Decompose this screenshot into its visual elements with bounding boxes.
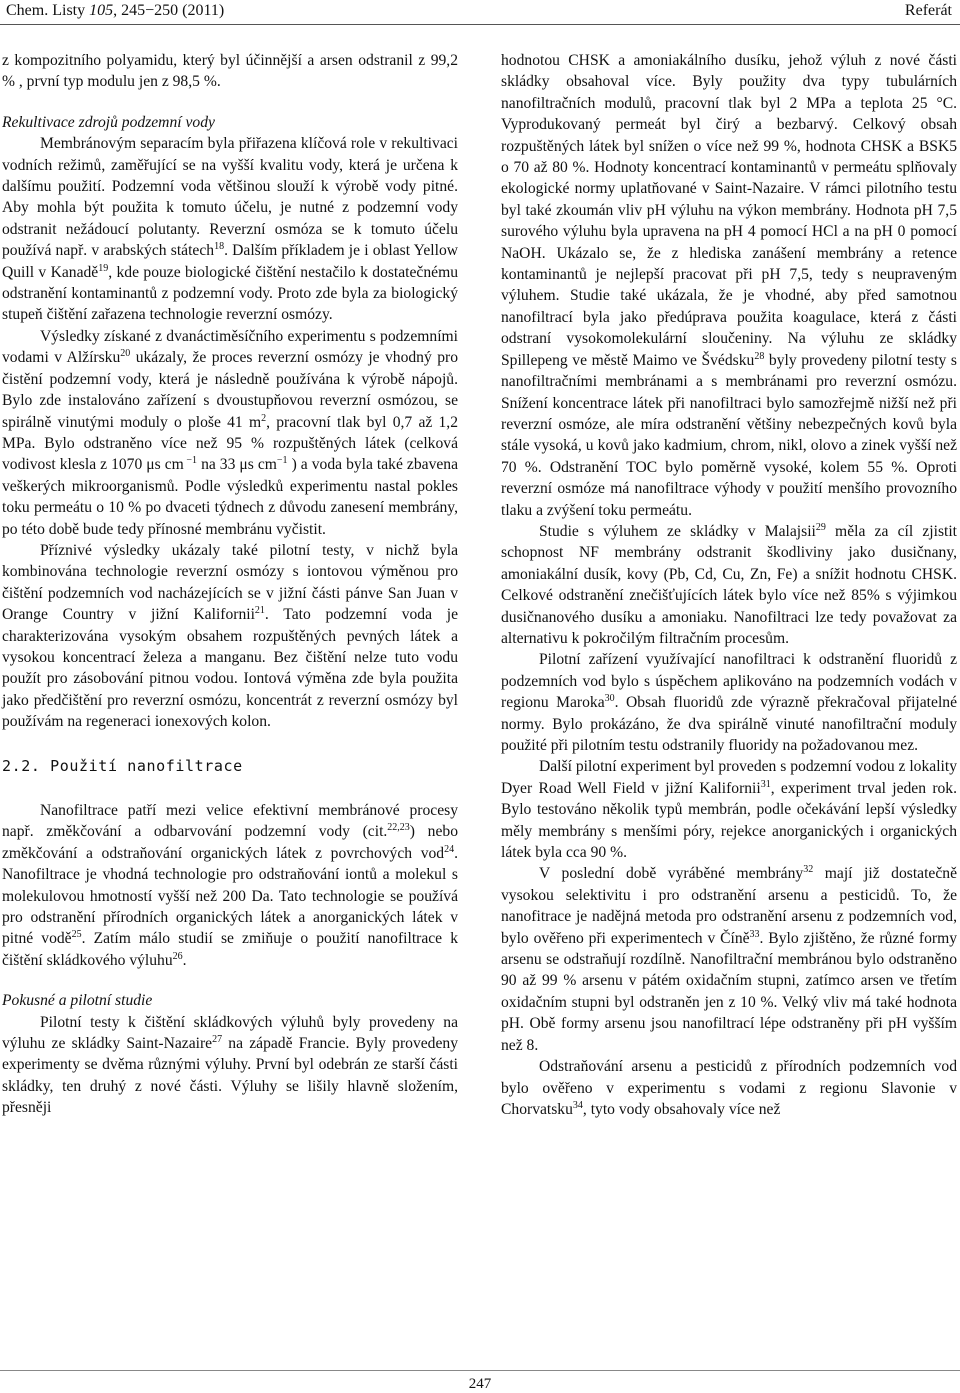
subheading-pokusne: Pokusné a pilotní studie — [2, 992, 153, 1010]
citation-ref: 24 — [444, 843, 455, 855]
paragraph: Pilotní testy k čištění skládkových výluhů byly provedeny na výluhu ze skládky Saint-Nazaire$^{27}$ na západě Francie. Byly provedeny experimenty se dvěma různými výluhy. První byl odebrán ze starší části skládky, ten druhý z nové části. Výluhy se lišily hlavně složením, přesněji — [2, 1013, 458, 1117]
citation-ref: 28 — [754, 350, 765, 362]
citation-ref: 31 — [760, 778, 771, 790]
left-column — [2, 50, 458, 1119]
paragraph: hodnotou CHSK a amoniakálního dusíku, jehož výluh z nové části skládky obsahoval více. Byly použity dva typy tubulárních nanofiltračních modulů, pracovní tlak byl 2 MPa a teplota 25 °C. Vyprodukovaný permeát byl čirý a bezbarvý. Celkový obsah rozpuštěných látek byl snížen o více než 99 %, hodnota CHSK a BSK5 o 70 až 80 %. Hodnoty koncentrací kontaminantů v permeátu splňovaly ekologické normy uplatňované v Saint-Nazaire. V rámci pilotního testu byl také zkoumán vliv pH výluhu na výkon membrány. Hodnota pH 7,5 surového výluhu byla upravena na pH 4 pomocí HCl a na pH 0 pomocí NaOH. Ukázalo se, že z hlediska zanášení membrány a retence kontaminantů je nejlepší pracovat při pH 7,5, tedy s neupraveným výluhem. Studie také ukázala, že je vhodné, aby před samotnou nanofiltrací byla jako předúprava použita koagulace, která z části odstraní vysokomolekulární sloučeniny. Na výluhu ze skládky Spillepeng ve městě Maimo ve Švédsku$^{28}$ byly provedeny pilotní testy s nanofiltračními membránami a s membránami pro reverzní osmózu. Snížení koncentrace látek při nanofiltraci bylo samozřejmě nižší než při reverzní osmóze, ale míra odstranění většiny nebezpečných kovů byla stále vysoká, u kovů jako kadmium, chrom, nikl, olovo a zinek vyšší než 70 %. Odstranění TOC bylo poměrně vysoké, kolem 55 %. Oproti reverzní osmóze má nanofiltrace výhody v použití menšího provozního tlaku a zvýšení toku permeátu. — [501, 52, 957, 519]
citation-ref: 29 — [815, 521, 826, 533]
citation-ref: 26 — [172, 950, 183, 962]
journal-citation: Chem. Listy 105, 245−250 (2011) — [6, 2, 225, 19]
section-heading: 2.2. Použití nanofiltrace — [2, 756, 243, 775]
page-number: 247 — [468, 1376, 492, 1392]
paragraph: Odstraňování arsenu a pesticidů z přírodních podzemních vod bylo ověřeno v experimentu s vodami z regionu Slavonie v Chorvatsku$^{34}$, tyto vody obsahovaly více než — [501, 1058, 957, 1118]
paragraph: Pilotní zařízení využívající nanofiltraci k odstranění fluoridů z podzemních vod bylo s úspěchem aplikováno na podzemních vodách v regionu Maroka$^{30}$. Obsah fluoridů zde výrazně překračoval přijatelné normy. Bylo prokázáno, že dva spirálně vinuté nanofiltrační moduly použité při pilotním testu odstranily fluoridy na požadovanou mez. — [501, 651, 957, 754]
paragraph: Studie s výluhem ze skládky v Malajsii$^{29}$ měla za cíl zjistit schopnost NF membrány odstranit škodliviny jako dusičnany, amoniakální dusík, kovy (Pb, Cd, Cu, Zn, Fe) a snížit hodnotu CHSK. Celkové odstranění znečišťujících látek bylo více než 85% s výjimkou dusičnanového dusíku a amoniaku. Nanofiltraci lze tedy považovat za alternativu k pokročilým filtračním procesům. — [501, 521, 958, 647]
citation-ref: 25 — [71, 929, 82, 941]
citation-ref: 18 — [214, 241, 225, 253]
paragraph: Výsledky získané z dvanáctiměsíčního experimentu s podzemními vodami v Alžírsku$^{20}$ ukázaly, že proces reverzní osmózy je vhodný pro čistění podzemní vody, která je následně používána k výrobě nápojů. Bylo zde instalováno zařízení s dvoustupňovou reverzní osmózou, se spirálně vinutými moduly o ploše 41 $m^2$, pracovní tlak byl 0,7 až 1,2 MPa. Bylo odstraněno více než 95 % rozpuštěných látek (celková vodivost klesla z 1070 μs cm $^{-1}$ na 33 μs $cm^{-1}$ ) a voda byla také zbavena veškerých mikroorganismů. Podle výsledků experimentu nastal pokles toku permeátu o 10 % po dvaceti týdnech z důvodu zanesení membrány, po této době bude tedy přínosné membránu vyčistit. — [2, 327, 459, 538]
paragraph: Další pilotní experiment byl proveden s podzemní vodou z lokality Dyer Road Well Field v jižní Kalifornii$^{31}$, experiment trval jeden rok. Bylo testováno několik typů membrán, podle očekávání lepší výsledky měly membrány s menšími póry, rejekce anorganických i organických látek byla cca 90 %. — [501, 758, 958, 862]
citation-ref: 27 — [212, 1034, 223, 1046]
citation-ref: 30 — [604, 693, 615, 705]
journal-volume: 105 — [89, 2, 114, 19]
paragraph: Příznivé výsledky ukázaly také pilotní testy, v nichž byla kombinována technologie reverzní osmózy s iontovou výměnou pro čištění podzemních vod nacházejících se v jižní části pánve San Juan v Orange Country v jižní Kalifornii$^{21}$. Tato podzemní voda je charakterizována vysokým obsahem rozpuštěných pevných látek a vysokou koncentrací železa a manganu. Bez čištění nelze tuto vodu použít pro zásobování pitnou vodou. Iontová výměna zde byla použita jako předčištění pro reverzní osmózu, koncentrát z reverzní osmózy byl používám na regeneraci ionexových kolon. — [2, 541, 458, 731]
citation-ref: 22,23 — [387, 822, 410, 834]
subheading-rekultivace: Rekultivace zdrojů podzemní vody — [2, 113, 215, 131]
paragraph: V poslední době vyráběné membrány$^{32}$ mají již dostatečně vysokou selektivitu i pro odstranění arsenu a pesticidů. To, že nanofitrace je nadějná metoda pro odstranění arsenu z podzemních vod, bylo ověřeno při experimentech v Číně$^{33}$. Bylo zjištěno, že různé formy arsenu se odstraňují rozdílně. Nanofiltrační membránou bylo odstraněno 90 až 99 % arsenu v pátém oxidačním stupni, zatímco arsen ve třetím oxidačním stupni byl odstraněn jen z 10 %. Velký vliv má také hodnota pH. Obě formy arsenu jsou nanofiltrací lépe odstraněny při pH vyšším než 8. — [501, 864, 957, 1054]
paragraph: Membránovým separacím byla přiřazena klíčová role v rekultivaci vodních režimů, zaměřující se na vyšší kvalitu vody, která je určena k dalšímu použití. Podzemní voda většinou slouží k výrobě vody pitné. Aby mohla být použita k tomuto účelu, je nutné z podzemní vody odstranit nežádoucí polutanty. Reverzní osmóza se k tomuto účelu používá např. v arabských státech$^{18}$. Dalším příkladem je i oblast Yellow Quill v Kanadě$^{19}$, kde pouze biologické čištění nestačilo k dostatečnému odstranění kontaminantů z podzemní vody. Proto zde byla za biologický stupeň čištění zařazena technologie reverzní osmózy. — [2, 135, 458, 324]
citation-ref: 20 — [120, 348, 131, 360]
citation-ref: 32 — [803, 864, 814, 876]
paragraph: Nanofiltrace patří mezi velice efektivní membránové procesy např. změkčování a odbarvování podzemní vody (cit.$^{22,23}$) nebo změkčování a odstraňování organických látek z povrchových vod$^{24}$. Nanofiltrace je vhodná technologie pro odstraňování iontů a molekul s molekulovou hmotností vyšší než 200 Da. Tato technologie se používá pro odstranění přírodních organických látek a anorganických látek v pitné vodě$^{25}$. Zatím málo studií se zmiňuje o použití nanofiltrace k čištění skládkového výluhu$^{26}$. — [2, 802, 458, 969]
section-label: Referát — [904, 2, 952, 19]
footer-rule — [0, 1370, 960, 1371]
citation-ref: 34 — [572, 1099, 583, 1111]
header-rule — [0, 24, 960, 25]
paragraph: z kompozitního polyamidu, který byl účinnější a arsen odstranil z 99,2 % , první typ modulu jen z 98,5 %. — [2, 52, 458, 91]
running-header — [6, 0, 952, 24]
citation-ref: 19 — [98, 262, 109, 274]
citation-ref: 21 — [254, 605, 265, 617]
citation-ref: 33 — [749, 928, 760, 940]
right-column — [501, 50, 957, 1120]
